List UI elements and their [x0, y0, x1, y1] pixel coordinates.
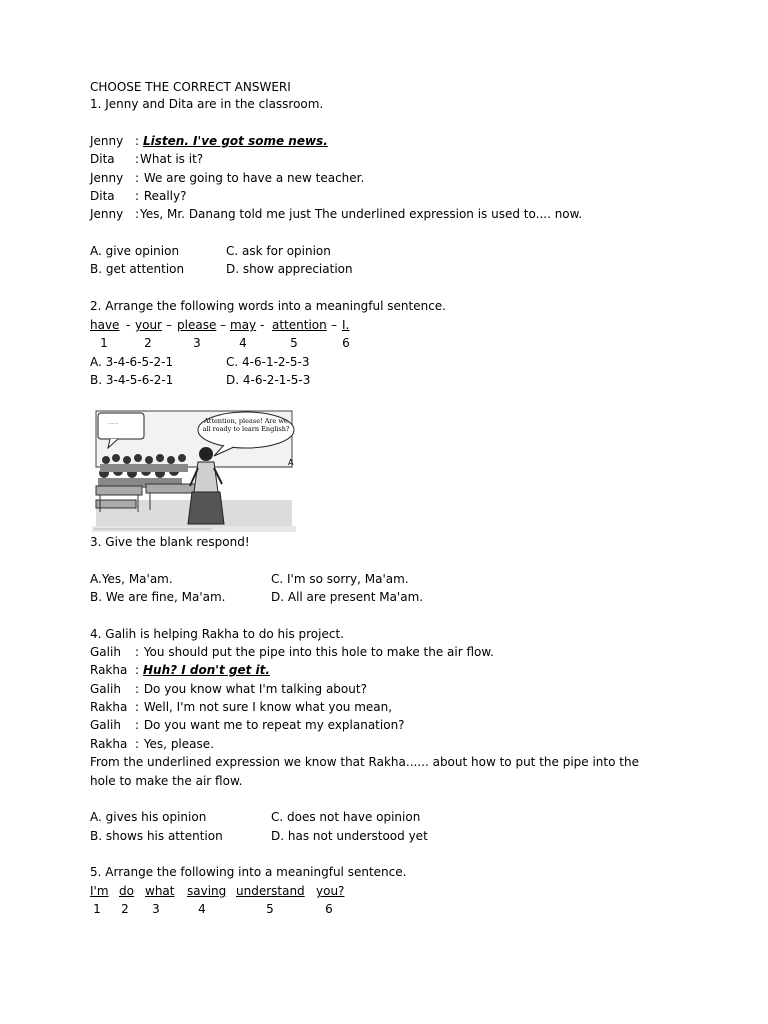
q4-colon-3: : — [135, 682, 140, 696]
q2-sep-1: - — [126, 318, 131, 332]
q1-option-a: A. give opinion — [90, 244, 180, 258]
q4-speaker-6: Rakha — [90, 737, 128, 751]
q2-option-d: D. 4-6-2-1-5-3 — [226, 373, 311, 387]
q5-number-5: 5 — [266, 902, 274, 916]
q2-word-1: have — [90, 318, 120, 332]
q3-option-d: D. All are present Ma'am. — [271, 590, 424, 604]
q2-number-6: 6 — [342, 336, 350, 350]
q1-colon-3: : — [135, 171, 140, 185]
q4-colon-6: : — [135, 737, 140, 751]
q4-prompt: 4. Galih is helping Rakha to do his project. — [90, 627, 344, 641]
q1-option-d: D. show appreciation — [226, 262, 353, 276]
q4-speaker-4: Rakha — [90, 700, 128, 714]
q3-prompt: 3. Give the blank respond! — [90, 535, 250, 549]
q2-word-4: may — [230, 318, 257, 332]
q1-colon-4: : — [135, 189, 140, 203]
q3-option-b: B. We are fine, Ma'am. — [90, 590, 226, 604]
q4-line-6: Yes, please. — [140, 737, 214, 751]
q1-option-b: B. get attention — [90, 262, 185, 276]
q2-sep-2: – — [166, 318, 172, 332]
q1-speaker-1: Jenny — [90, 134, 124, 148]
q5-number-1: 1 — [93, 902, 101, 916]
q2-number-5: 5 — [290, 336, 298, 350]
q1-speaker-2: Dita — [90, 152, 115, 166]
q1-line-4: Really? — [140, 189, 187, 203]
q1-underlined-expression: Listen. I've got some news. — [143, 134, 328, 148]
q2-number-3: 3 — [193, 336, 201, 350]
q5-word-4: saving — [187, 884, 227, 898]
q4-question-line-1: From the underlined expression we know that Rakha...... about how to put the pipe into the — [90, 755, 639, 769]
q4-option-d: D. has not understood yet — [271, 829, 428, 843]
q4-colon-5: : — [135, 718, 140, 732]
picture-side-letter: A — [288, 458, 294, 467]
q4-colon-1: : — [135, 645, 140, 659]
q4-line-5: Do you want me to repeat my explanation? — [140, 718, 405, 732]
q4-colon-2: : — [135, 663, 140, 677]
q2-sep-4: - — [260, 318, 265, 332]
student-speech-bubble: ........ — [108, 420, 119, 425]
q1-prompt: 1. Jenny and Dita are in the classroom. — [90, 97, 324, 111]
worksheet-title: CHOOSE THE CORRECT ANSWERI — [90, 80, 291, 94]
q1-colon-1: : — [135, 134, 140, 148]
q4-line-1: You should put the pipe into this hole to make the air flow. — [140, 645, 494, 659]
q4-option-c: C. does not have opinion — [271, 810, 421, 824]
q4-question-line-2: hole to make the air flow. — [90, 774, 243, 788]
q1-speaker-5: Jenny — [90, 207, 124, 221]
q2-number-2: 2 — [144, 336, 152, 350]
q1-speaker-3: Jenny — [90, 171, 124, 185]
q1-speaker-4: Dita — [90, 189, 115, 203]
q4-line-3: Do you know what I'm talking about? — [140, 682, 367, 696]
q5-number-2: 2 — [121, 902, 129, 916]
q4-underlined-expression: Huh? I don't get it. — [143, 663, 270, 677]
q4-line-4: Well, I'm not sure I know what you mean, — [140, 700, 393, 714]
q5-number-3: 3 — [152, 902, 160, 916]
q4-speaker-2: Rakha — [90, 663, 128, 677]
q1-colon-5: : — [135, 207, 140, 221]
q5-word-2: do — [119, 884, 134, 898]
q2-option-c: C. 4-6-1-2-5-3 — [226, 355, 310, 369]
q4-speaker-5: Galih — [90, 718, 121, 732]
q5-word-5: understand — [236, 884, 305, 898]
q5-number-6: 6 — [325, 902, 333, 916]
q3-option-c: C. I'm so sorry, Ma'am. — [271, 572, 409, 586]
q2-option-b: B. 3-4-5-6-2-1 — [90, 373, 174, 387]
q3-option-a: A.Yes, Ma'am. — [90, 572, 173, 586]
q5-number-4: 4 — [198, 902, 206, 916]
q1-colon-2: : — [135, 152, 140, 166]
q5-prompt: 5. Arrange the following into a meaningful sentence. — [90, 865, 407, 879]
q2-option-a: A. 3-4-6-5-2-1 — [90, 355, 174, 369]
q4-option-b: B. shows his attention — [90, 829, 223, 843]
q2-number-1: 1 — [100, 336, 108, 350]
q1-option-c: C. ask for opinion — [226, 244, 331, 258]
q1-line-5: Yes, Mr. Danang told me just The underlined expression is used to.... now. — [140, 207, 583, 221]
q2-word-2: your — [135, 318, 162, 332]
q2-sep-3: – — [220, 318, 226, 332]
q5-word-1: I'm — [90, 884, 109, 898]
classroom-illustration — [92, 408, 296, 532]
q2-number-4: 4 — [239, 336, 247, 350]
q2-word-3: please — [177, 318, 217, 332]
q2-prompt: 2. Arrange the following words into a meaningful sentence. — [90, 299, 446, 313]
q2-word-6: I. — [342, 318, 350, 332]
q4-colon-4: : — [135, 700, 140, 714]
q5-word-3: what — [145, 884, 175, 898]
q2-sep-5: – — [331, 318, 337, 332]
q4-speaker-1: Galih — [90, 645, 121, 659]
q5-word-6: you? — [316, 884, 345, 898]
teacher-speech-bubble: Attention, please! Are we all ready to learn English? — [202, 417, 290, 433]
q2-word-5: attention — [272, 318, 327, 332]
q1-line-2: What is it? — [140, 152, 204, 166]
q1-line-3: We are going to have a new teacher. — [140, 171, 365, 185]
q4-option-a: A. gives his opinion — [90, 810, 207, 824]
q4-speaker-3: Galih — [90, 682, 121, 696]
